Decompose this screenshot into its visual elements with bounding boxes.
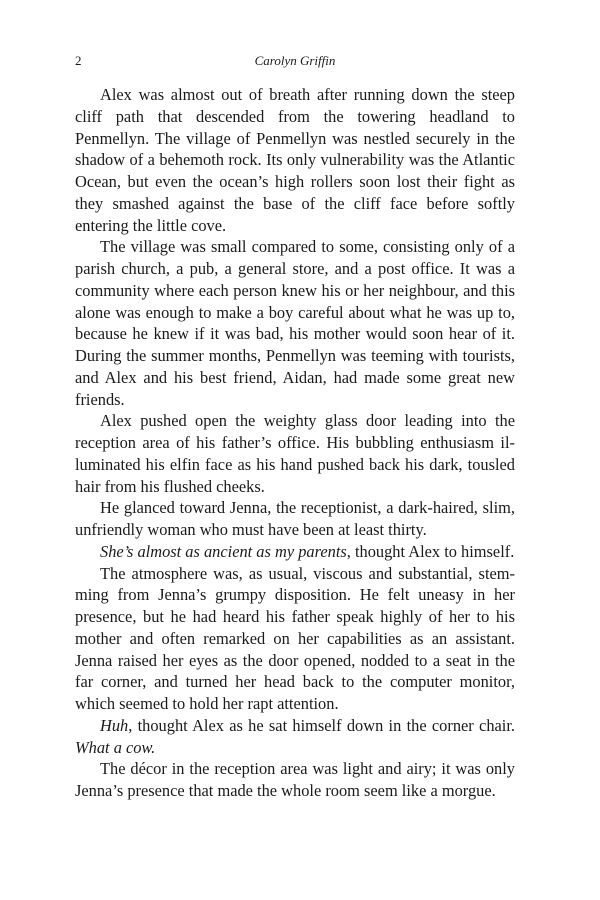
inner-thought-3: What a cow. — [75, 737, 156, 757]
inner-thought-1: She’s almost as ancient as my parents — [100, 541, 347, 561]
paragraph-7-text: , thought Alex as he sat himself down in the corner chair. — [128, 715, 515, 735]
paragraph-6: The atmosphere was, as usual, viscous and substantial, stemming from Jenna’s grumpy disposition. He felt uneasy in her presence, but he had heard his father speak highly of her to his mother and often remarked on her capabilities as an assistant. Jenna raised her eyes as the door opened, nodded to a seat in the far corner, and turned her head back to the computer monitor, which seemed to hold her rapt attention. — [75, 563, 515, 713]
paragraph-4: He glanced toward Jenna, the receptionist, a dark-haired, slim, unfriendly woman who must have been at least thirty. — [75, 498, 515, 539]
paragraph-1: Alex was almost out of breath after running down the steep cliff path that descended from the towering headland to Penmellyn. The village of Penmellyn was nestled securely in the shadow of a behemoth rock. Its only vulnerability was the Atlantic Ocean, but even the ocean’s high rollers soon lost their fight as they smashed against the base of the cliff face before softly entering the little cove. — [75, 85, 515, 235]
body-text — [75, 84, 515, 802]
paragraph-3: Alex pushed open the weighty glass door leading into the reception area of his father’s office. His bubbling enthusiasm illuminated his elfin face as his hand pushed back his dark, tousled hair from his flushed cheeks. — [75, 411, 515, 496]
paragraph-7 — [75, 715, 515, 759]
paragraph-5 — [75, 541, 515, 563]
running-title: Carolyn Griffin — [254, 53, 336, 68]
paragraph-8: The décor in the reception area was light and airy; it was only Jenna’s presence that made the whole room seem like a morgue. — [75, 759, 515, 800]
paragraph-5-text: , thought Alex to himself. — [346, 541, 515, 561]
page-number: 2 — [75, 53, 82, 68]
paragraph-2: The village was small compared to some, consisting only of a parish church, a pub, a general store, and a post office. It was a community where each person knew his or her neighbour, and this alone was enough to make a boy careful about what he was up to, because he knew if it was bad, his mother would soon hear of it. During the summer months, Penmellyn was teeming with tourists, and Alex and his best friend, Aidan, had made some great new friends. — [75, 237, 515, 409]
page-header — [75, 53, 515, 73]
inner-thought-2: Huh — [100, 715, 129, 735]
